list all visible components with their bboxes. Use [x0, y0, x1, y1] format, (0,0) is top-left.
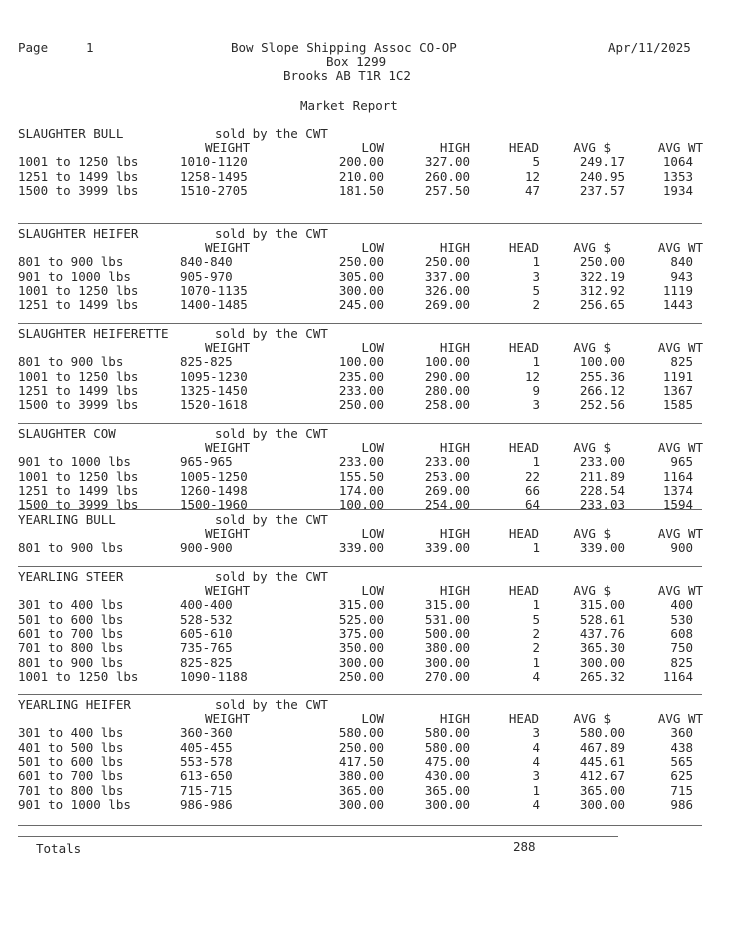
- cell-high: 430.00: [424, 768, 470, 783]
- column-header-high: HIGH: [439, 583, 470, 598]
- cell-avgwt: 986: [670, 797, 693, 812]
- cell-range: 701 to 800 lbs: [18, 640, 124, 655]
- cell-range: 1251 to 1499 lbs: [18, 169, 139, 184]
- cell-avg: 100.00: [579, 354, 625, 369]
- cell-high: 250.00: [424, 254, 470, 269]
- cell-weight: 825-825: [180, 354, 233, 369]
- cell-low: 350.00: [338, 640, 384, 655]
- cell-weight: 1510-2705: [180, 183, 248, 198]
- cell-weight: 986-986: [180, 797, 233, 812]
- cell-weight: 1325-1450: [180, 383, 248, 398]
- cell-avgwt: 530: [670, 612, 693, 627]
- cell-avg: 412.67: [579, 768, 625, 783]
- cell-high: 269.00: [424, 297, 470, 312]
- cell-avg: 312.92: [579, 283, 625, 298]
- cell-high: 269.00: [424, 483, 470, 498]
- cell-avgwt: 943: [670, 269, 693, 284]
- cell-head: 1: [532, 540, 540, 555]
- sold-by-label: sold by the CWT: [215, 697, 328, 712]
- cell-low: 233.00: [338, 383, 384, 398]
- cell-high: 365.00: [424, 783, 470, 798]
- cell-low: 250.00: [338, 397, 384, 412]
- section-title: YEARLING HEIFER: [18, 697, 131, 712]
- cell-range: 601 to 700 lbs: [18, 768, 124, 783]
- cell-head: 2: [532, 626, 540, 641]
- totals-head: 288: [513, 839, 536, 854]
- cell-range: 501 to 600 lbs: [18, 754, 124, 769]
- cell-head: 1: [532, 254, 540, 269]
- cell-avgwt: 750: [670, 640, 693, 655]
- cell-range: 1001 to 1250 lbs: [18, 369, 139, 384]
- cell-head: 2: [532, 640, 540, 655]
- column-header-avg-wt: AVG WT: [657, 440, 703, 455]
- cell-high: 315.00: [424, 597, 470, 612]
- section-rule: [18, 423, 702, 424]
- cell-avgwt: 1585: [662, 397, 693, 412]
- cell-low: 417.50: [338, 754, 384, 769]
- cell-range: 1001 to 1250 lbs: [18, 669, 139, 684]
- cell-avg: 250.00: [579, 254, 625, 269]
- section-title: SLAUGHTER HEIFER: [18, 226, 139, 241]
- cell-head: 2: [532, 297, 540, 312]
- cell-high: 100.00: [424, 354, 470, 369]
- cell-head: 1: [532, 597, 540, 612]
- cell-weight: 1010-1120: [180, 154, 248, 169]
- cell-avgwt: 1353: [662, 169, 693, 184]
- section-title: SLAUGHTER COW: [18, 426, 116, 441]
- cell-high: 300.00: [424, 797, 470, 812]
- cell-weight: 1258-1495: [180, 169, 248, 184]
- column-header-head: HEAD: [508, 526, 539, 541]
- cell-weight: 1260-1498: [180, 483, 248, 498]
- cell-avg: 252.56: [579, 397, 625, 412]
- cell-weight: 553-578: [180, 754, 233, 769]
- cell-range: 901 to 1000 lbs: [18, 454, 131, 469]
- cell-weight: 1005-1250: [180, 469, 248, 484]
- column-header-weight: WEIGHT: [205, 583, 251, 598]
- cell-head: 64: [524, 497, 540, 512]
- cell-low: 300.00: [338, 283, 384, 298]
- cell-avgwt: 1374: [662, 483, 693, 498]
- cell-avgwt: 1064: [662, 154, 693, 169]
- cell-range: 1500 to 3999 lbs: [18, 497, 139, 512]
- cell-low: 580.00: [338, 725, 384, 740]
- cell-low: 300.00: [338, 655, 384, 670]
- cell-high: 280.00: [424, 383, 470, 398]
- cell-avgwt: 900: [670, 540, 693, 555]
- cell-head: 22: [524, 469, 540, 484]
- cell-range: 501 to 600 lbs: [18, 612, 124, 627]
- cell-avgwt: 715: [670, 783, 693, 798]
- cell-range: 1001 to 1250 lbs: [18, 283, 139, 298]
- column-header-low: LOW: [361, 711, 384, 726]
- column-header-low: LOW: [361, 583, 384, 598]
- cell-avgwt: 565: [670, 754, 693, 769]
- column-header-high: HIGH: [439, 240, 470, 255]
- column-header-avg-wt: AVG WT: [657, 526, 703, 541]
- org-box: Box 1299: [326, 54, 387, 69]
- org-name: Bow Slope Shipping Assoc CO-OP: [231, 40, 457, 55]
- cell-range: 901 to 1000 lbs: [18, 269, 131, 284]
- column-header-high: HIGH: [439, 340, 470, 355]
- cell-avgwt: 1934: [662, 183, 693, 198]
- cell-head: 47: [524, 183, 540, 198]
- column-header-head: HEAD: [508, 440, 539, 455]
- cell-weight: 400-400: [180, 597, 233, 612]
- section-rule: [18, 694, 702, 695]
- cell-weight: 900-900: [180, 540, 233, 555]
- column-header-avg-price: AVG $: [573, 583, 611, 598]
- cell-avg: 237.57: [579, 183, 625, 198]
- section-rule: [18, 323, 702, 324]
- cell-head: 5: [532, 612, 540, 627]
- cell-high: 337.00: [424, 269, 470, 284]
- column-header-low: LOW: [361, 526, 384, 541]
- column-header-low: LOW: [361, 240, 384, 255]
- cell-avgwt: 360: [670, 725, 693, 740]
- cell-head: 9: [532, 383, 540, 398]
- cell-head: 1: [532, 354, 540, 369]
- column-header-avg-price: AVG $: [573, 440, 611, 455]
- cell-avgwt: 1443: [662, 297, 693, 312]
- cell-avg: 365.00: [579, 783, 625, 798]
- cell-weight: 405-455: [180, 740, 233, 755]
- sold-by-label: sold by the CWT: [215, 126, 328, 141]
- section-rule: [18, 566, 702, 567]
- cell-low: 365.00: [338, 783, 384, 798]
- column-header-high: HIGH: [439, 526, 470, 541]
- cell-low: 233.00: [338, 454, 384, 469]
- column-header-avg-price: AVG $: [573, 140, 611, 155]
- column-header-avg-wt: AVG WT: [657, 340, 703, 355]
- cell-low: 250.00: [338, 254, 384, 269]
- cell-range: 901 to 1000 lbs: [18, 797, 131, 812]
- cell-weight: 1090-1188: [180, 669, 248, 684]
- cell-low: 375.00: [338, 626, 384, 641]
- column-header-head: HEAD: [508, 240, 539, 255]
- cell-low: 315.00: [338, 597, 384, 612]
- cell-weight: 1400-1485: [180, 297, 248, 312]
- column-header-head: HEAD: [508, 340, 539, 355]
- cell-weight: 528-532: [180, 612, 233, 627]
- cell-range: 1500 to 3999 lbs: [18, 397, 139, 412]
- section-rule: [18, 509, 702, 510]
- section-title: SLAUGHTER BULL: [18, 126, 124, 141]
- cell-weight: 715-715: [180, 783, 233, 798]
- cell-avg: 467.89: [579, 740, 625, 755]
- column-header-head: HEAD: [508, 583, 539, 598]
- cell-weight: 360-360: [180, 725, 233, 740]
- cell-head: 3: [532, 768, 540, 783]
- cell-avg: 265.32: [579, 669, 625, 684]
- column-header-high: HIGH: [439, 140, 470, 155]
- cell-avg: 315.00: [579, 597, 625, 612]
- sold-by-label: sold by the CWT: [215, 569, 328, 584]
- cell-avgwt: 965: [670, 454, 693, 469]
- cell-avg: 249.17: [579, 154, 625, 169]
- cell-head: 5: [532, 154, 540, 169]
- section-title: YEARLING BULL: [18, 512, 116, 527]
- column-header-head: HEAD: [508, 711, 539, 726]
- cell-high: 380.00: [424, 640, 470, 655]
- cell-range: 301 to 400 lbs: [18, 725, 124, 740]
- cell-high: 475.00: [424, 754, 470, 769]
- cell-avg: 437.76: [579, 626, 625, 641]
- cell-high: 500.00: [424, 626, 470, 641]
- cell-range: 1251 to 1499 lbs: [18, 483, 139, 498]
- cell-weight: 605-610: [180, 626, 233, 641]
- cell-low: 155.50: [338, 469, 384, 484]
- section-rule: [18, 223, 702, 224]
- cell-avg: 365.30: [579, 640, 625, 655]
- cell-high: 531.00: [424, 612, 470, 627]
- cell-avg: 322.19: [579, 269, 625, 284]
- cell-avgwt: 1594: [662, 497, 693, 512]
- cell-avg: 233.00: [579, 454, 625, 469]
- cell-low: 250.00: [338, 669, 384, 684]
- cell-range: 1001 to 1250 lbs: [18, 154, 139, 169]
- cell-avgwt: 1119: [662, 283, 693, 298]
- column-header-avg-price: AVG $: [573, 711, 611, 726]
- cell-avg: 233.03: [579, 497, 625, 512]
- sold-by-label: sold by the CWT: [215, 426, 328, 441]
- cell-avg: 266.12: [579, 383, 625, 398]
- cell-low: 300.00: [338, 797, 384, 812]
- cell-avg: 228.54: [579, 483, 625, 498]
- cell-range: 801 to 900 lbs: [18, 540, 124, 555]
- column-header-head: HEAD: [508, 140, 539, 155]
- totals-label: Totals: [36, 841, 82, 856]
- cell-avgwt: 438: [670, 740, 693, 755]
- cell-range: 401 to 500 lbs: [18, 740, 124, 755]
- column-header-avg-wt: AVG WT: [657, 240, 703, 255]
- page-label: Page: [18, 40, 49, 55]
- cell-weight: 905-970: [180, 269, 233, 284]
- cell-high: 233.00: [424, 454, 470, 469]
- cell-low: 210.00: [338, 169, 384, 184]
- cell-head: 1: [532, 783, 540, 798]
- column-header-low: LOW: [361, 440, 384, 455]
- cell-high: 580.00: [424, 740, 470, 755]
- cell-avg: 528.61: [579, 612, 625, 627]
- cell-avg: 300.00: [579, 655, 625, 670]
- cell-avg: 339.00: [579, 540, 625, 555]
- cell-range: 701 to 800 lbs: [18, 783, 124, 798]
- column-header-high: HIGH: [439, 440, 470, 455]
- cell-weight: 735-765: [180, 640, 233, 655]
- cell-low: 305.00: [338, 269, 384, 284]
- column-header-low: LOW: [361, 140, 384, 155]
- cell-avg: 580.00: [579, 725, 625, 740]
- section-title: YEARLING STEER: [18, 569, 124, 584]
- cell-high: 339.00: [424, 540, 470, 555]
- cell-weight: 1095-1230: [180, 369, 248, 384]
- cell-low: 200.00: [338, 154, 384, 169]
- cell-high: 290.00: [424, 369, 470, 384]
- cell-weight: 825-825: [180, 655, 233, 670]
- cell-range: 1001 to 1250 lbs: [18, 469, 139, 484]
- column-header-avg-price: AVG $: [573, 340, 611, 355]
- cell-head: 5: [532, 283, 540, 298]
- column-header-weight: WEIGHT: [205, 440, 251, 455]
- cell-head: 3: [532, 397, 540, 412]
- cell-avg: 445.61: [579, 754, 625, 769]
- cell-avgwt: 400: [670, 597, 693, 612]
- section-title: SLAUGHTER HEIFERETTE: [18, 326, 169, 341]
- cell-high: 270.00: [424, 669, 470, 684]
- cell-high: 327.00: [424, 154, 470, 169]
- cell-range: 1251 to 1499 lbs: [18, 383, 139, 398]
- column-header-low: LOW: [361, 340, 384, 355]
- column-header-avg-wt: AVG WT: [657, 583, 703, 598]
- cell-head: 66: [524, 483, 540, 498]
- cell-range: 801 to 900 lbs: [18, 655, 124, 670]
- table-bottom-rule: [18, 825, 702, 826]
- cell-avg: 240.95: [579, 169, 625, 184]
- cell-avgwt: 1191: [662, 369, 693, 384]
- report-date: Apr/11/2025: [608, 40, 691, 55]
- sold-by-label: sold by the CWT: [215, 326, 328, 341]
- cell-range: 1251 to 1499 lbs: [18, 297, 139, 312]
- column-header-high: HIGH: [439, 711, 470, 726]
- cell-avg: 255.36: [579, 369, 625, 384]
- cell-high: 580.00: [424, 725, 470, 740]
- cell-weight: 1070-1135: [180, 283, 248, 298]
- cell-head: 4: [532, 797, 540, 812]
- cell-head: 4: [532, 754, 540, 769]
- cell-weight: 1520-1618: [180, 397, 248, 412]
- sold-by-label: sold by the CWT: [215, 512, 328, 527]
- cell-avgwt: 840: [670, 254, 693, 269]
- cell-low: 339.00: [338, 540, 384, 555]
- cell-low: 100.00: [338, 497, 384, 512]
- cell-high: 253.00: [424, 469, 470, 484]
- cell-low: 100.00: [338, 354, 384, 369]
- cell-range: 1500 to 3999 lbs: [18, 183, 139, 198]
- cell-high: 257.50: [424, 183, 470, 198]
- cell-head: 12: [524, 369, 540, 384]
- totals-top-rule: [18, 836, 618, 837]
- cell-head: 3: [532, 269, 540, 284]
- cell-head: 1: [532, 655, 540, 670]
- cell-avgwt: 1164: [662, 469, 693, 484]
- column-header-weight: WEIGHT: [205, 140, 251, 155]
- cell-weight: 1500-1960: [180, 497, 248, 512]
- cell-head: 4: [532, 740, 540, 755]
- cell-head: 4: [532, 669, 540, 684]
- cell-avg: 256.65: [579, 297, 625, 312]
- cell-weight: 840-840: [180, 254, 233, 269]
- cell-avgwt: 825: [670, 354, 693, 369]
- cell-avgwt: 1367: [662, 383, 693, 398]
- org-city: Brooks AB T1R 1C2: [283, 68, 411, 83]
- column-header-weight: WEIGHT: [205, 526, 251, 541]
- column-header-avg-price: AVG $: [573, 240, 611, 255]
- cell-low: 235.00: [338, 369, 384, 384]
- column-header-avg-wt: AVG WT: [657, 711, 703, 726]
- cell-high: 300.00: [424, 655, 470, 670]
- cell-range: 301 to 400 lbs: [18, 597, 124, 612]
- cell-avgwt: 608: [670, 626, 693, 641]
- cell-range: 801 to 900 lbs: [18, 254, 124, 269]
- column-header-weight: WEIGHT: [205, 240, 251, 255]
- page-number: 1: [86, 40, 94, 55]
- cell-high: 258.00: [424, 397, 470, 412]
- cell-range: 801 to 900 lbs: [18, 354, 124, 369]
- cell-range: 601 to 700 lbs: [18, 626, 124, 641]
- cell-low: 174.00: [338, 483, 384, 498]
- cell-avgwt: 1164: [662, 669, 693, 684]
- cell-weight: 613-650: [180, 768, 233, 783]
- sold-by-label: sold by the CWT: [215, 226, 328, 241]
- column-header-avg-wt: AVG WT: [657, 140, 703, 155]
- cell-low: 525.00: [338, 612, 384, 627]
- cell-low: 380.00: [338, 768, 384, 783]
- cell-avg: 300.00: [579, 797, 625, 812]
- cell-avg: 211.89: [579, 469, 625, 484]
- report-title: Market Report: [300, 98, 398, 113]
- cell-high: 326.00: [424, 283, 470, 298]
- cell-low: 250.00: [338, 740, 384, 755]
- cell-avgwt: 825: [670, 655, 693, 670]
- cell-head: 12: [524, 169, 540, 184]
- column-header-weight: WEIGHT: [205, 340, 251, 355]
- cell-high: 254.00: [424, 497, 470, 512]
- cell-head: 1: [532, 454, 540, 469]
- cell-weight: 965-965: [180, 454, 233, 469]
- column-header-avg-price: AVG $: [573, 526, 611, 541]
- cell-high: 260.00: [424, 169, 470, 184]
- cell-avgwt: 625: [670, 768, 693, 783]
- cell-low: 245.00: [338, 297, 384, 312]
- column-header-weight: WEIGHT: [205, 711, 251, 726]
- cell-head: 3: [532, 725, 540, 740]
- cell-low: 181.50: [338, 183, 384, 198]
